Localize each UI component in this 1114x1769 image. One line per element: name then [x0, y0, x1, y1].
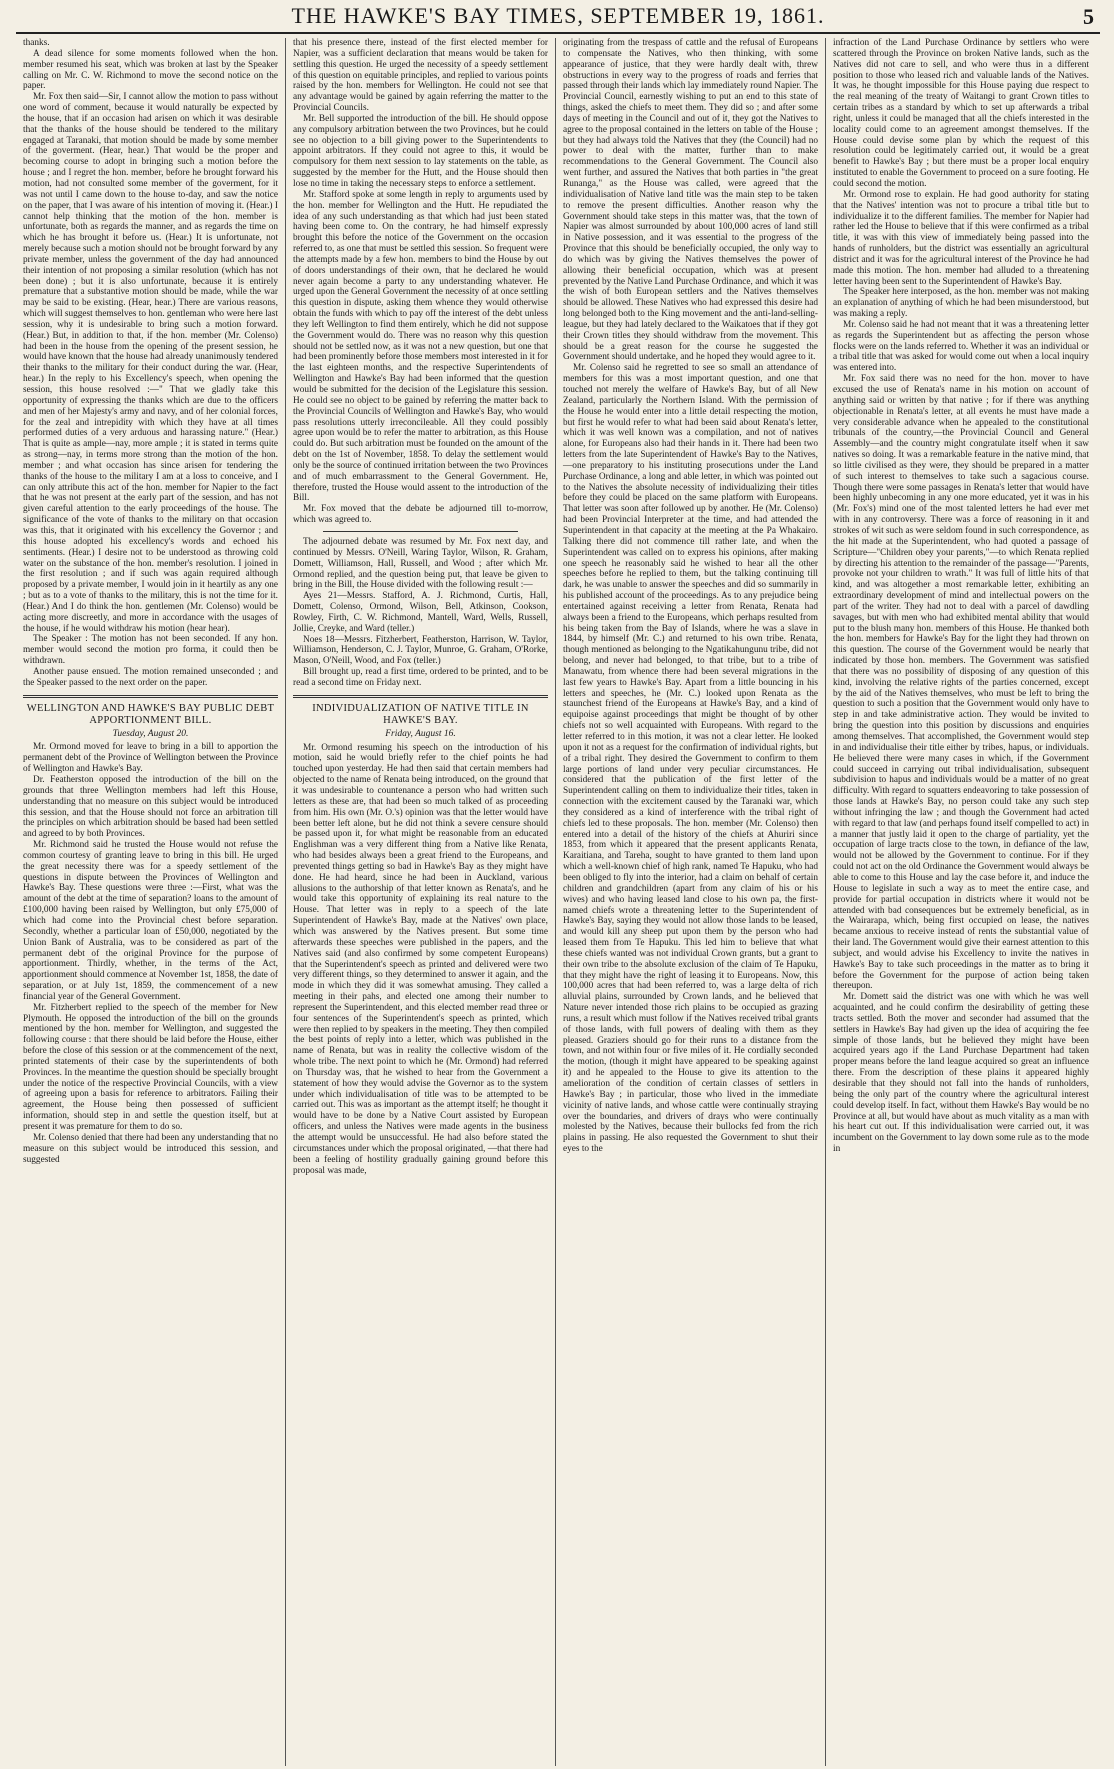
newspaper-title: THE HAWKE'S BAY TIMES, SEPTEMBER 19, 1861.	[291, 3, 825, 28]
paragraph: Mr. Colenso denied that there had been any understanding that no measure on this subject would be introduced this session, and suggested	[23, 1132, 278, 1165]
division-ayes: Ayes 21—Messrs. Stafford, A. J. Richmond, Curtis, Hall, Domett, Colenso, Ormond, Wilson, Bell, Atkinson, Cookson, Rowley, Firth, C. W. Richmond, Mantell, Ward, Wells, Russell, Jollie, Creyke, and Ward (teller.)	[293, 591, 548, 634]
paragraph: Mr. Ormond resuming his speech on the introduction of his motion, said he would briefly refer to the chief points he had touched upon yesterday. He had then said that certain members had objected to the name of Renata being introduced, on the ground that it was undesirable to countenance a person who had written such letters as these are, that had been so much talked of as proceeding from him. His own (Mr. O.'s) opinion was that the letter would have been better left alone, but he did not think a severe censure should be passed upon it, for what might be reasonable from an educated Englishman was a very different thing from a Native like Renata, who had besides always been a great friend to the Europeans, and prevented things getting so bad in Hawke's Bay as they might have done. He had heard, since he had been in Auckland, various allusions to the authorship of that letter known as Renata's, and he would take this opportunity of explaining its real nature to the House. That letter was in reply to a speech of the late Superintendent of Hawke's Bay, made at the Natives' own place, which was answered by the Natives present. But some time afterwards these speeches were published in the papers, and the Natives said (and also confirmed by some competent Europeans) that the Superintendent's speech as printed and delivered were two very different things, so they determined to answer it again, and the mode in which they did it was somewhat amusing. They called a meeting in their pahs, and elected one among their number to represent the Superintendent, and this elected member read three or four sentences of the Superintendent's speech as printed, which were then replied to by speakers in the meeting. They then compiled the best points of reply into a letter, which was published in the name of Renata, but was in reality the collective wisdom of the whole tribe. The next point to which he (Mr. Ormond) had referred on Thursday was, that he wished to hear from the Government a statement of how they would advise the Governor as to the system under which individualisation of title was to be attempted to be carried out. This was as important as the attempt itself; he thought it would have to be done by a Native Court assisted by European officers, and unless the Natives were made agents in the business the attempt would be unsuccessful. He had also before stated the circumstances under which the proposal originated, —that there had been a feeling of hostility gradually gaining ground before this proposal was made,	[293, 742, 548, 1176]
paragraph: Mr. Ormond moved for leave to bring in a bill to apportion the permanent debt of the Province of Wellington between the Province of Wellington and Hawke's Bay.	[23, 742, 278, 775]
paragraph: The Speaker : The motion has not been seconded. If any hon. member would second the motion pro forma, it could then be withdrawn.	[23, 634, 278, 667]
paragraph: Dr. Featherston opposed the introduction of the bill on the grounds that three Wellington members had left this House, understanding that no measure on this subject would be introduced this session, and that the House should not force an arbitration till the principles on which arbitration should be based had been settled and agreed to by both Provinces.	[23, 775, 278, 840]
paragraph: Mr. Stafford spoke at some length in reply to arguments used by the hon. member for Wellington and the Hutt. He repudiated the idea of any such understanding as that which had just been stated having been come to. On the contrary, he had himself expressly brought this before the notice of the Government on the occasion referred to, as one that must be settled this session. So frequent were the attempts made by a few hon. members to bind the House by out of doors understandings of their own, that he declared he would never again become a party to any understanding whatever. He urged upon the General Government the necessity of at once settling this question in dispute, asking them whence they would otherwise obtain the funds with which to pay off the interest of the debt unless they left Wellington to find them entirely, which he did not suppose the Government would do. There was no reason why this question should not be settled now, as it was not a new question, but one that had been prominently before those members most interested in it for the last eighteen months, and the respective Superintendents of Wellington and Hawke's Bay had been informed that the question would be submitted for the decision of the Legislature this session. He could see no object to be gained by referring the matter back to the Provincial Councils of Wellington and Hawke's Bay, who would pass resolutions utterly irreconcileable. All they could possibly agree upon would be to refer the matter to arbitration, as this House could do. But such arbitration must be founded on the amount of the debt on the 1st of November, 1858. To delay the settlement would only be the source of continued irritation between the two Provinces and of much embarrassment to the General Government. He, therefore, trusted the House would assent to the introduction of the Bill.	[293, 189, 548, 504]
paragraph: Mr. Domett said the district was one with which he was well acquainted, and he could confirm the desirability of getting these tracts settled. Both the mover and seconder had assumed that the settlers in Hawke's Bay had given up the idea of acquiring the fee simple of those lands, but he believed they might have been acquired years ago if the Land Purchase Department had taken proper means before the land league acquired so great an influence there. From the description of these plains it appeared highly desirable that they should not fall into the hands of runholders, being the only part of the country where the agricultural interest could develop itself. In fact, without them Hawke's Bay would be no Province at all, but would have about as much vitality as a man with his heart cut out. If this individualisation were carried out, it was incumbent on the Government to lay down some rule as to the mode in	[833, 992, 1089, 1155]
masthead	[16, 0, 1100, 34]
dateline: Friday, August 16.	[385, 728, 456, 739]
section-divider	[23, 695, 278, 698]
paragraph: The adjourned debate was resumed by Mr. Fox next day, and continued by Messrs. O'Neill, Waring Taylor, Wilson, R. Graham, Domett, Williamson, Hall, Russell, and Wood ; after which Mr. Ormond replied, and the question being put, that leave be given to bring in the Bill, the House divided with the following result :—	[293, 536, 548, 591]
section-heading: INDIVIDUALIZATION OF NATIVE TITLE IN HAWKE'S BAY.	[312, 702, 529, 726]
column-2	[286, 38, 556, 1766]
paragraph: thanks.	[23, 38, 50, 48]
paragraph: Mr. Colenso said he regretted to see so small an attendance of members for this was a most important question, and one that touched not merely the welfare of Hawke's Bay, but of all New Zealand, particularly the Northern Island. With the permission of the House he would enter into a little detail respecting the motion, but first he would refer to what had been said about Renata's letter, which it was well known was a compilation, and not of natives alone, for Europeans also had their hands in it. There had been two letters from the late Superintendent of Hawke's Bay to the Natives,—one preparatory to his instituting prosecutions under the Land Purchase Ordinance, a long and able letter, in which was pointed out to the Natives the absolute necessity of individualizing their titles before they could be placed on the same platform with Europeans. That letter was soon after followed up by another. He (Mr. Colenso) had been Provincial Interpreter at the time, and had attended the Superintendent in that capacity at the meeting at the Pa Whakairo. Talking there did not commence till rather late, and when the Superintendent was called on to express his opinions, after making one speech he reasonably said he wished to hear all the other speeches before he replied to them, but the talking continuing till dark, he was unable to answer the speeches and did so summarily in his published account of the proceedings. As to any prejudice being entertained against receiving a letter from Renata, Renata had always been a friend to the Europeans, which perhaps resulted from his being taken from the Bay of Islands, where he was a slave in 1844, by himself (Mr. C.) and returned to his own tribe. Renata, though mentioned as belonging to the Ngatikahungunu tribe, did not belong, and never had belonged, to that tribe, but to a tribe of Manawatu, from whence there had been several migrations in the last few years to Hawke's Bay. Apart from a little bouncing in his letters and speeches, he (Mr. C.) looked upon Renata as the staunchest friend of the Europeans at Hawke's Bay, and a kind of equipoise against proceedings that might be thought of by other chiefs not so well acquainted with Europeans. With regard to the letter referred to in this motion, it was not a clear letter. He looked upon it not as a request for the confirmation of individual rights, but of a tribal right. They desired the Government to confirm to them large portions of land under very peculiar circumstances. He considered that the publication of the first letter of the Superintendent calling on them to individualize their titles, taken in connection with the excitement caused by the Taranaki war, which they considered as a kind of interference with the tribal right of chiefs led to these proposals. The hon. member (Mr. Colenso) then entered into a detail of the history of the chiefs at Ahuriri since 1853, from which it appeared that the present applicants Renata, Karaitiana, and Tareha, sought to have granted to them land upon which a well-known chief of high rank, named Te Hapuku, who had been obliged to fly into the interior, had a claim on behalf of certain children and grandchildren (apart from any claim of his or his wives) and who having leased land close to his own pa, the first-named chiefs wrote a threatening letter to the Superintendent of Hawke's Bay, saying they would not allow those lands to be leased, and would kill any sheep put upon them by the person who had leased them from Te Hapuku. This led him to believe that what these chiefs wanted was not individual Crown grants, but a grant to their own tribe to the absolute exclusion of the claim of Te Hapuku, that they might have the right of leasing it to Europeans. Now, this 100,000 acres that had been referred to, was a large delta of rich alluvial plains, surrounded by Crown lands, and he believed that Nature never intended those rich plains to be occupied as grazing runs, a result which must follow if the Natives received tribal grants of those lands, with full powers of dealing with them as they pleased. Graziers should go for their runs to a distance from the town, and not within four or five miles of it. He cordially seconded the motion, (though it might have appeared to be speaking against it) and he appealed to the House to give its attention to the amelioration of the condition of certain classes of settlers in Hawke's Bay ; in particular, those who lived in the immediate vicinity of native lands, and whose cattle were continually straying over the boundaries, and drivers of drays who were continually molested by the Natives, because their bullocks fed from the rich plains in passing. He also requested the Government to shut their eyes to the	[563, 363, 818, 1155]
paragraph: Mr. Richmond said he trusted the House would not refuse the common courtesy of granting leave to bring in this bill. He urged the great necessity there was for a speedy settlement of the questions in dispute between the Provinces of Wellington and Hawke's Bay. These questions were three :—First, what was the amount of the debt at the time of separation? loans to the amount of £100,000 having been raised by Wellington, but only £75,000 of which had come into the Provincial chest before separation. Secondly, whether a particular loan of £50,000, negotiated by the Union Bank of Australia, was to be considered as part of the permanent debt of the original Province for the purpose of apportionment. Thirdly, whether, in the terms of the Act, apportionment should commence at November 1st, 1858, the date of separation, or at July 1st, 1859, the commencement of a new financial year of the General Government.	[23, 840, 278, 1002]
paragraph: Mr. Colenso said he had not meant that it was a threatening letter as regards the Superintendent but as affecting the person whose flocks were on the lands referred to. Whether it was an individual or a tribal title that was asked for would come out when a local inquiry was entered into.	[833, 319, 1089, 374]
column-3	[556, 38, 826, 1766]
paragraph: Mr. Fox moved that the debate be adjourned till to-morrow, which was agreed to.	[293, 504, 548, 526]
paragraph: originating from the trespass of cattle and the refusal of Europeans to compensate the Natives, who then thinking, with some appearance of justice, that they were hardly dealt with, threw obstructions in every way to the progress of roads and ferries that passed through their lands which lay immediately round Napier. The Provincial Council, earnestly wishing to put an end to this state of things, asked the chiefs to meet them. They did so ; and after some days of meeting in the Council and out of it, they got the Natives to agree to the proposal contained in the letters on table of the House ; but they had always told the Natives that they (the Council) had no power to deal with the matter, further than to make recommendations to the General Government. The Council also went further, and assured the Natives that both parties in "the great Runanga," as the House was called, were agreed that the individualisation of Native land title was the main step to be taken to remove the present difficulties. Another reason why the Government should take steps in this matter was, that the town of Napier was almost surrounded by about 100,000 acres of land still in Native possession, and it was essential to the progress of the Province that this should be beneficially occupied, the only way to do which was by giving the Natives themselves the power of allowing their beneficial occupation, which was at present prevented by the Native Land Purchase Ordinance, and which it was the wish of both European settlers and the Natives themselves should be allowed. These Natives who had expressed this desire had long belonged both to the King movement and the anti-land-selling-league, but they had lately declared to the Waikatoes that if they got their Crown titles they should withdraw from the movement. This should be a great reason for the course he suggested the Government should undertake, and he hoped they would agree to it.	[563, 38, 818, 363]
paragraph: A dead silence for some moments followed when the hon. member resumed his seat, which was broken at last by the Speaker calling on Mr. C. W. Richmond to move the second notice on the paper.	[23, 48, 278, 92]
paragraph: that his presence there, instead of the first elected member for Napier, was a sufficient declaration that means would be taken for settling this question. He urged the necessity of a speedy settlement of this question on equitable principles, and replied to various points raised by the hon. members for Wellington. He could not see that any advantage would be gained by again referring the matter to the Provincial Councils.	[293, 38, 548, 114]
section-heading: WELLINGTON AND HAWKE'S BAY PUBLIC DEBT APPORTIONMENT BILL.	[26, 702, 275, 726]
paragraph: infraction of the Land Purchase Ordinance by settlers who were scattered through the Province on broken Native lands, such as the Natives did not care to sell, and who were thus in a different position to those who leased rich and valuable lands of the Natives. It was, he thought impossible for this House paying due respect to the real meaning of the treaty of Waitangi to grant Crown titles to certain tribes as a standard by which to set up afterwards a tribal right, unless it could be managed that all the chiefs interested in the locality could come to an agreement amongst themselves. If the House could devise some plan by which the request of this resolution could be legitimately carried out, it would be a great benefit to Hawke's Bay ; but there must be a proper local enquiry instituted to enable the Government to proceed on a sure footing. He could second the motion.	[833, 38, 1089, 189]
divider	[323, 531, 518, 532]
paragraph: Mr. Ormond rose to explain. He had good authority for stating that the Natives' intention was not to procure a tribal title but to individualize it to the different families. The member for Napier had rather led the House to believe that if this were confirmed as a tribal title, it was with this view of immediately being passed into the hands of runholders, but the district was essentially an agricultural district and it was for the agricultural interest of the Province he had made this motion. The hon. member had alluded to a threatening letter having been sent to the Superintendent of Hawke's Bay.	[833, 189, 1089, 287]
article-columns	[16, 38, 1100, 1766]
paragraph: Mr. Fitzherbert replied to the speech of the member for New Plymouth. He opposed the introduction of the bill on the grounds mentioned by the hon. member for Wellington, and suggested the following course : that there should be laid before the House, either before the close of this session or at the commencement of the next, printed statements of their case by the superintendents of both Provinces. In the meantime the question should be specially brought under the notice of the respective Provincial Councils, with a view of agreeing upon a basis for reference to arbitrators. Failing their agreement, the House being then possessed of sufficient information, should step in and settle the question itself, but at present it was premature for them to do so.	[23, 1002, 278, 1132]
division-noes: Noes 18—Messrs. Fitzherbert, Featherston, Harrison, W. Taylor, Williamson, Henderson, C. J. Taylor, Munroe, G. Graham, O'Rorke, Mason, O'Neill, Wood, and Fox (teller.)	[293, 634, 548, 667]
column-1	[16, 38, 286, 1766]
paragraph: Mr. Bell supported the introduction of the bill. He should oppose any compulsory arbitration between the two Provinces, but he could see no objection to a bill giving power to the Superintendents to appoint arbitrators. If they could not agree to this, it would be compulsory for them next session to lay statements on the table, as suggested by the member for the Hutt, and the House should then lose no time in taking the necessary steps to enforce a settlement.	[293, 113, 548, 189]
dateline: Tuesday, August 20.	[112, 728, 189, 739]
paragraph: Mr. Fox then said—Sir, I cannot allow the motion to pass without one word of comment, because it would naturally be expected by the house, that if an occasion had arisen on which it was desirable that the thanks of the house should be tendered to the military engaged at Taranaki, that motion should be made by some member of the goverment. (Hear, hear.) That would be the proper and becoming course to adopt in bringing such a motion before the house ; and I regret the hon. member, before he brought forward his motion, had not consulted some member of the goverment, for it was not until I came down to the house to-day, and saw the notice on the paper, that I was aware of his intention of moving it. (Hear.) I cannot help thinking that the motion of the hon. member is unfortunate, both as regards the manner, and as regards the time on which he has brought it before us. (Hear.) It is unfortunate, not merely because such a motion should not be brought forward by any private member, unless the government of the day had announced their intention of not proposing a similar resolution (which has not been done) ; but it is also unfortunate, because it is entirely premature that a substantive motion should be made, while the war may be said to be existing. (Hear, hear.) There are various reasons, which will suggest themselves to hon. gentleman who were here last session, why it is undesirable to bring such a motion forward. (Hear.) But, in addition to that, if the hon. member (Mr. Colenso) had been in the house from the opening of the present session, he would have known that the house had already unanimously tendered their thanks to the military for their conduct during the war. (Hear, hear.) In the reply to his Excellency's speech, when opening the session, this house resolved :—" That we gladly take this opportunity of expressing the thanks which are due to the officers and men of her Majesty's army and navy, and of her colonial forces, for the zeal and intrepidity with which they have at all times performed duties of a very arduous and harassing nature." (Hear.) That is quite as ample—nay, more ample ; it is stated in terms quite as strong—nay, in terms more strong than the motion of the hon. member ; and what occasion has since arisen for tendering the thanks of the house to the military I am at a loss to conceive, and I can only attribute this act of the hon. member for Napier to the fact that he was not present at the early part of the session, and has not given careful attention to the early proceedings of the house. The significance of the vote of thanks to the military on that occasion was this, that it originated with his excellency the Governor ; and this house adopted his excellency's words and echoed his sentiments. (Hear.) I desire not to be understood as throwing cold water on the substance of the hon. member's resolution. I joined in the first resolution ; and if such was again required although proposed by a private member, I would join in it heartily as any one ; but as to a vote of thanks to the military, this is not the time for it. (Hear.) And I do think the hon. gentlemen (Mr. Colenso) would be acting more discreetly, and more in accordance with the usages of the house, if he would withdraw his motion (hear hear).	[23, 92, 278, 634]
paragraph: Bill brought up, read a first time, ordered to be printed, and to be read a second time on Friday next.	[293, 667, 548, 688]
section-divider	[293, 695, 548, 698]
page-number: 5	[1083, 4, 1094, 29]
paragraph: Mr. Fox said there was no need for the hon. mover to have excused the use of Renata's name in his motion on account of anything said or written by that native ; for if there was anything objectionable in Renata's letter, at all events he must have made a very considerable advance when he appealed to the constitutional tribunals of the country,—the Provincial Council and General Assembly—and the country might congratulate itself when it saw natives so doing. It was a remarkable feature in the native mind, that so little civilised as they were, they should be prepared in a matter of such interest to themselves to take such a sagacious course. Though there were some passages in Renata's letter that would have been highly unbecoming in any one more educated, yet it was in his (Mr. Fox's) mind one of the most talented letters he had ever met with in any controversy. There was a force of reasoning in it and strokes of wit such as were seldom found in such correspondence, as the hit made at the Superintendent, who had quoted a passage of Scripture—"Children obey your parents,"—to which Renata replied by directing his attention to the remainder of the passage—"Parents, provoke not your children to wrath." It was full of little hits of that kind, and was altogether a most remarkable letter, exhibiting an extraordinary development of mind and intellectual powers on the part of the writer. They had not to deal with a parcel of dawdling savages, but with men who had exhibited mental ability that would put to the blush many hon. members of this House. He thanked both the hon. members for Hawke's Bay for the light they had thrown on this question. The course of the Government would be nearly that indicated by those hon. members. The Government was satisfied that there was no possibility of disposing of any question of this kind, involving the relative rights of the parties concerned, except by the aid of the Natives themselves, who must be left to bring the question to such a position that the Government would only have to step in and take administrative action. They would be invited to bring the question into this position by discussions and enquiries among themselves. That accomplished, the Government would step in and individualise their title either by tribes, hapus, or individuals. He believed there were many cases in which, if the Government could succeed in carrying out tribal individualisation, subsequent subdivision to hapus and individuals would be a matter of no great difficulty. With regard to squatters endeavoring to take possession of those lands at Hawke's Bay, no person could take any such step without infringing the law ; and though the Government had acted with regard to that law (and perhaps found itself compelled to act) in a manner that justly laid it open to the charge of partiality, yet the occupation of large tracts close to the town, in defiance of the law, would not be allowed by the Government to continue. For if they could not act on the old Ordinance the Government would always be able to come to this House and lay the case before it, and induce the House to legislate in such a way as to meet the entire case, and provide for partial occupation in districts where it would not be attended with bad consequences but be extremely beneficial, as in the Wairarapa, which, being first occupied on lease, the natives became anxious to receive instead of rents the substantial value of their land. The Government would give their earnest attention to this subject, and would advise his Excellency to invite the natives in Hawke's Bay to take such proceedings in the matter as to bring it before the Government for the purpose of action being taken thereupon.	[833, 374, 1089, 992]
column-4	[826, 38, 1096, 1766]
paragraph: The Speaker here interposed, as the hon. member was not making an explanation of anything of which he had been misunderstood, but was making a reply.	[833, 287, 1089, 320]
paragraph: Another pause ensued. The motion remained unseconded ; and the Speaker passed to the next order on the paper.	[23, 666, 278, 688]
